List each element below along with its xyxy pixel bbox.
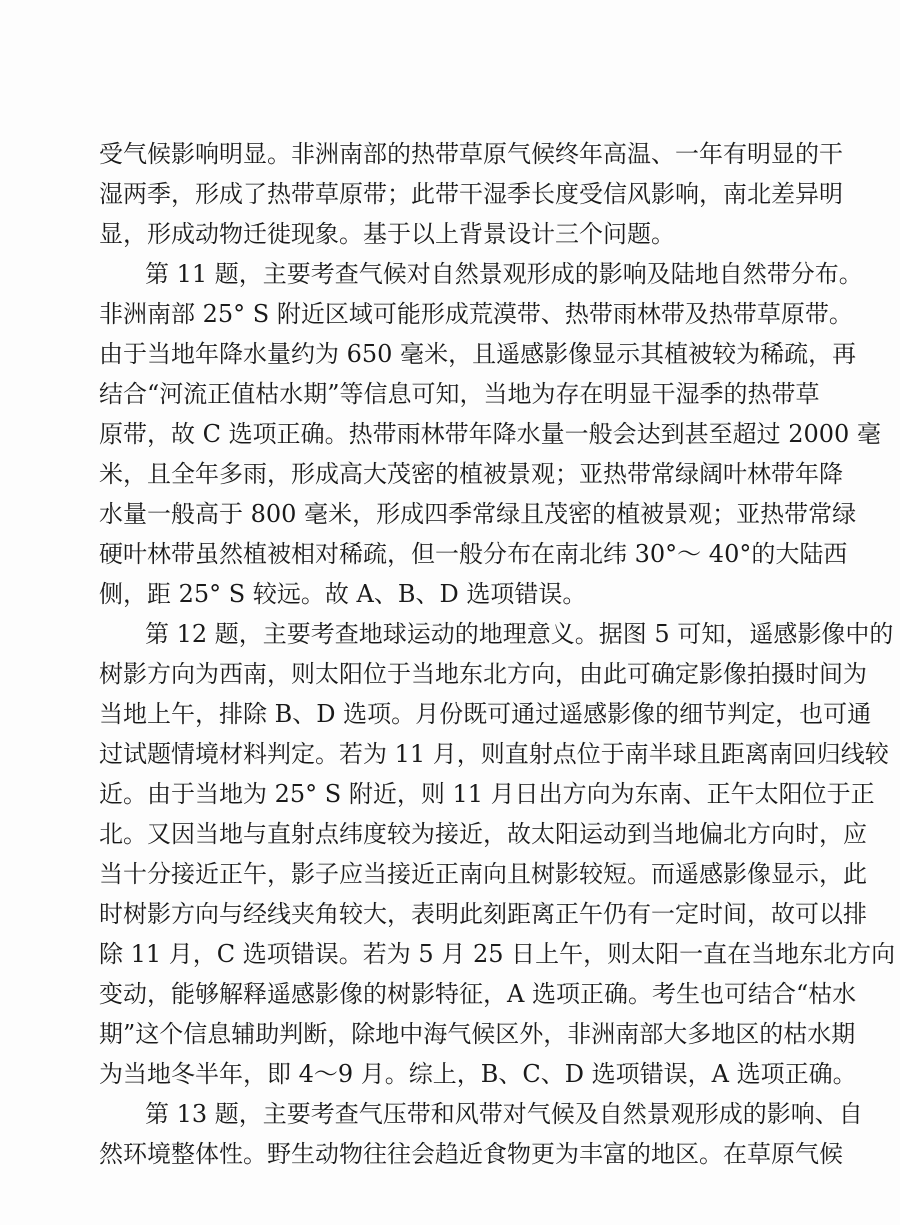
text-line: 为当地冬半年，即 4～9 月。综上，B、C、D 选项错误，A 选项正确。 [99, 1060, 857, 1088]
text-line: 非洲南部 25° S 附近区域可能形成荒漠带、热带雨林带及热带草原带。 [99, 300, 853, 328]
text-line: 原带，故 C 选项正确。热带雨林带年降水量一般会达到甚至超过 2000 毫 [99, 420, 881, 448]
text-line: 时树影方向与经线夹角较大，表明此刻距离正午仍有一定时间，故可以排 [99, 900, 867, 928]
text-line: 第 13 题，主要考查气压带和风带对气候及自然景观形成的影响、自 [145, 1100, 863, 1128]
text-line: 第 12 题，主要考查地球运动的地理意义。据图 5 可知，遥感影像中的 [145, 620, 894, 648]
text-line: 结合“河流正值枯水期”等信息可知，当地为存在明显干湿季的热带草 [99, 380, 820, 408]
text-line: 第 11 题，主要考查气候对自然景观形成的影响及陆地自然带分布。 [145, 260, 863, 288]
text-line: 当十分接近正午，影子应当接近正南向且树影较短。而遥感影像显示，此 [99, 860, 867, 888]
text-line: 硬叶林带虽然植被相对稀疏，但一般分布在南北纬 30°～ 40°的大陆西 [99, 540, 848, 568]
text-line: 树影方向为西南，则太阳位于当地东北方向，由此可确定影像拍摄时间为 [99, 660, 867, 688]
text-line: 当地上午，排除 B、D 选项。月份既可通过遥感影像的细节判定，也可通 [99, 700, 872, 728]
text-line: 米，且全年多雨，形成高大茂密的植被景观；亚热带常绿阔叶林带年降 [99, 460, 843, 488]
text-line: 湿两季，形成了热带草原带；此带干湿季长度受信风影响，南北差异明 [99, 180, 843, 208]
text-line: 除 11 月，C 选项错误。若为 5 月 25 日上午，则太阳一直在当地东北方向 [99, 940, 896, 968]
text-line: 近。由于当地为 25° S 附近，则 11 月日出方向为东南、正午太阳位于正 [99, 780, 875, 808]
text-line: 水量一般高于 800 毫米，形成四季常绿且茂密的植被景观；亚热带常绿 [99, 500, 857, 528]
text-line: 北。又因当地与直射点纬度较为接近，故太阳运动到当地偏北方向时，应 [99, 820, 867, 848]
text-line: 过试题情境材料判定。若为 11 月，则直射点位于南半球且距离南回归线较 [99, 740, 889, 768]
text-line: 然环境整体性。野生动物往往会趋近食物更为丰富的地区。在草原气候 [99, 1140, 843, 1168]
text-line: 期”这个信息辅助判断，除地中海气候区外，非洲南部大多地区的枯水期 [99, 1020, 856, 1048]
text-line: 变动，能够解释遥感影像的树影特征，A 选项正确。考生也可结合“枯水 [99, 980, 857, 1008]
text-line: 显，形成动物迁徙现象。基于以上背景设计三个问题。 [99, 220, 675, 248]
text-line: 受气候影响明显。非洲南部的热带草原气候终年高温、一年有明显的干 [99, 140, 843, 168]
text-line: 侧，距 25° S 较远。故 A、B、D 选项错误。 [99, 580, 587, 608]
text-line: 由于当地年降水量约为 650 毫米，且遥感影像显示其植被较为稀疏，再 [99, 340, 857, 368]
